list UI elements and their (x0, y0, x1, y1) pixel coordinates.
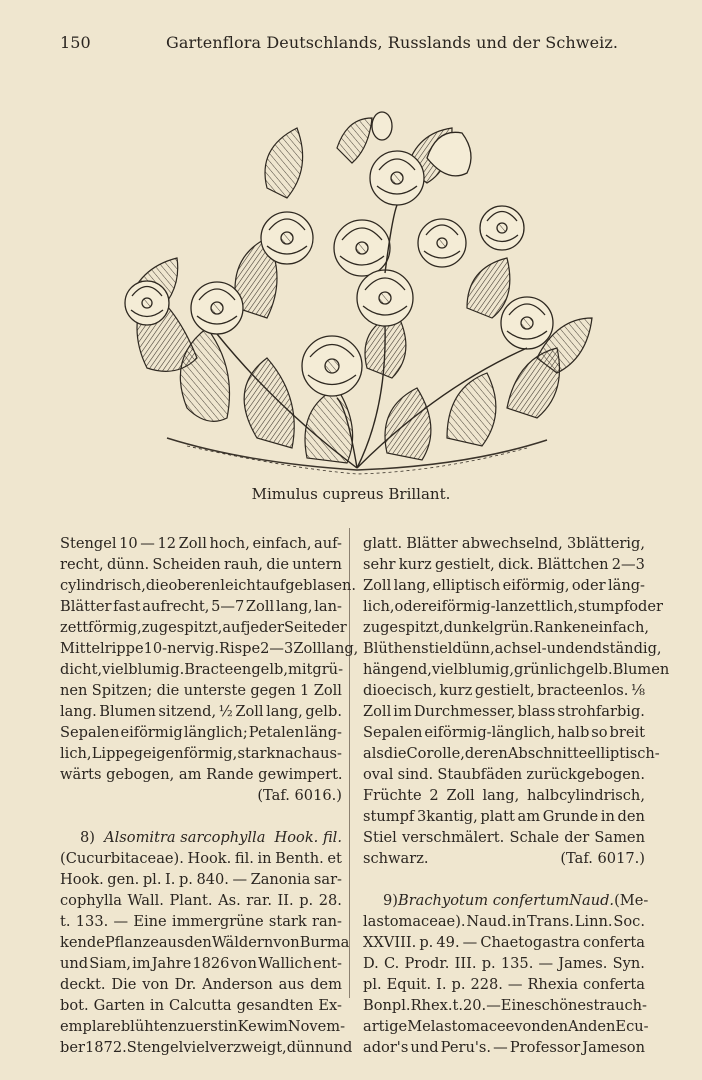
text-line: deckt. Die von Dr. Anderson aus dem (60, 976, 342, 993)
text-line: Zoll lang, elliptisch eiförmig, oder läng- (363, 577, 645, 594)
text-line: dicht, vielblumig. Bracteen gelb, mit grü- (60, 661, 344, 678)
text-line: nen Spitzen; die unterste gegen 1 Zoll (60, 682, 342, 699)
text-line: t. 133. — Eine immergrüne stark ran- (60, 913, 342, 930)
text-line: artige Melastomacee von den Anden Ecu- (363, 1018, 649, 1035)
text-line: D. C. Prodr. III. p. 135. — James. Syn. (363, 955, 645, 972)
species-name: Brachyotum confertum (397, 892, 570, 909)
left-column (60, 533, 359, 1058)
running-title: Gartenflora Deutschlands, Russlands und der Schweiz. (166, 33, 619, 52)
text-line: Früchte 2 Zoll lang, halbcylindrisch, (363, 787, 645, 804)
text-line: zettförmig, zugespitzt, auf jeder Seite der (60, 619, 347, 636)
text-line: Bonpl. Rhex. t. 20. — Eine schöne strauch- (363, 997, 647, 1014)
species-name: Alsomitra sarcophylla (104, 829, 266, 846)
text-line: Stiel verschmälert. Schale der Samen (363, 829, 645, 846)
text-line: cophylla Wall. Plant. As. rar. II. p. 28. (60, 892, 342, 909)
text-line: Blätter fast aufrecht, 5—7 Zoll lang, lan- (60, 598, 342, 615)
text-line: zugespitzt, dunkelgrün. Ranken einfach, (363, 619, 650, 636)
text-line: ador's und Peru's. — Professor Jameson (363, 1039, 645, 1056)
text-line: und Siam, im Jahre 1826 von Wallich ent- (60, 955, 342, 972)
page-number: 150 (60, 33, 91, 52)
right-column (363, 533, 670, 1058)
text-line: Sepalen eiförmig-länglich, halb so breit (363, 724, 645, 741)
text-line: Stengel 10 — 12 Zoll hoch, einfach, auf- (60, 535, 342, 552)
text-line: glatt. Blätter abwechselnd, 3blätterig, (363, 535, 645, 552)
page-header (60, 33, 650, 57)
text-line: pl. Equit. I. p. 228. — Rhexia conferta (363, 976, 645, 993)
text-line: oval sind. Staubfäden zurückgebogen. (363, 766, 645, 783)
text-line: XXVIII. p. 49. — Chaetogastra conferta (363, 934, 645, 951)
text-line: Sepalen eiförmig länglich; Petalen läng- (60, 724, 342, 741)
text-line: (Taf. 6016.) (257, 787, 342, 804)
text-line: cylindrisch, die oberen leicht aufgeblasen. (60, 577, 357, 594)
text-line: (Cucurbitaceae). Hook. fil. in Benth. et (60, 850, 342, 867)
text-line: Hook. gen. pl. I. p. 840. — Zanonia sar- (60, 871, 342, 888)
text-line: als die Corolle, deren Abschnitte elliptisch- (363, 745, 660, 762)
text-line: lich, oder eiförmig-lanzettlich, stumpf oder (363, 598, 664, 615)
text-line: schwarz. (Taf. 6017.) (363, 850, 645, 867)
text-line: Blüthenstiel dünn, achsel- und endständig, (363, 640, 662, 657)
text-line: dioecisch, kurz gestielt, bracteenlos. ⅛ (363, 682, 645, 699)
text-line: stumpf 3kantig, platt am Grunde in den (363, 808, 645, 825)
text-line: Zoll im Durchmesser, blass strohfarbig. (363, 703, 645, 720)
species-author: Naud. (569, 892, 615, 909)
paragraph-gap (363, 869, 645, 890)
text-line: ber 1872. Stengel vielverzweigt, dünn und (60, 1039, 353, 1056)
plant-illustration (107, 108, 599, 480)
entry-8-heading: 8) Alsomitra sarcophylla Hook. fil. (80, 829, 342, 846)
column-divider (349, 528, 350, 998)
species-author: Hook. fil. (274, 829, 342, 846)
text-line: Mittelrippe 10-nervig. Rispe 2—3 Zoll lang, (60, 640, 359, 657)
mimulus-engraving (107, 108, 599, 480)
text-line: sehr kurz gestielt, dick. Blättchen 2—3 (363, 556, 645, 573)
text-line: recht, dünn. Scheiden rauh, die untern (60, 556, 342, 573)
paragraph-gap (60, 806, 342, 827)
text-line: emplare blühten zuerst in Kew im Novem- (60, 1018, 346, 1035)
figure-caption: Mimulus cupreus Brillant. (251, 485, 451, 503)
text-line: lang. Blumen sitzend, ½ Zoll lang, gelb. (60, 703, 342, 720)
text-line: hängend, vielblumig, grünlichgelb. Blumen (363, 661, 670, 678)
entry-9-heading: 9) Brachyotum confertum Naud. (Me- (383, 892, 649, 909)
text-line: lich, Lippe geigenförmig, stark nach aus- (60, 745, 342, 762)
text-line: wärts gebogen, am Rande gewimpert. (60, 766, 343, 783)
text-line: bot. Garten in Calcutta gesandten Ex- (60, 997, 342, 1014)
text-line: kende Pflanze aus den Wäldern von Burma (60, 934, 350, 951)
text-line: lastomaceae). Naud. in Trans. Linn. Soc. (363, 913, 645, 930)
